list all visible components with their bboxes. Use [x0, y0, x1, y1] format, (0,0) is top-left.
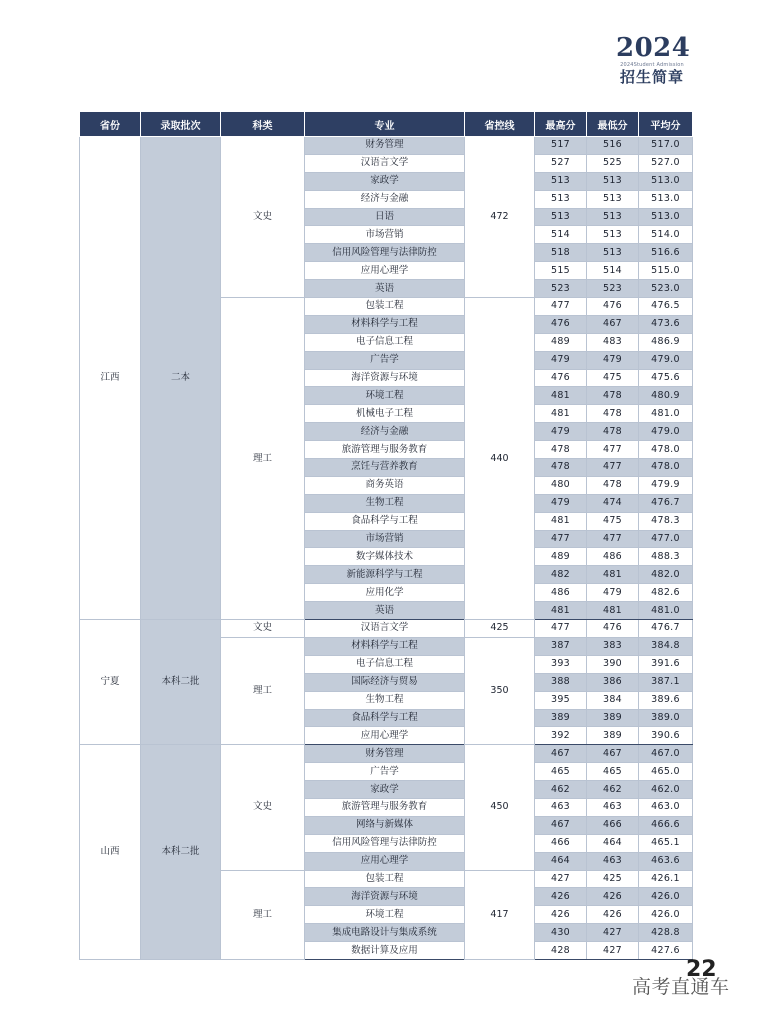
major-cell: 日语 [305, 208, 465, 226]
control-line-cell: 472 [465, 137, 535, 298]
min-score-cell: 513 [587, 208, 639, 226]
major-cell: 材料科学与工程 [305, 315, 465, 333]
batch-cell: 本科二批 [141, 745, 221, 960]
major-cell: 汉语言文学 [305, 154, 465, 172]
max-score-cell: 427 [535, 870, 587, 888]
min-score-cell: 477 [587, 530, 639, 548]
avg-score-cell: 426.0 [639, 906, 693, 924]
avg-score-cell: 387.1 [639, 673, 693, 691]
avg-score-cell: 515.0 [639, 262, 693, 280]
max-score-cell: 465 [535, 763, 587, 781]
major-cell: 旅游管理与服务教育 [305, 798, 465, 816]
header-min-score: 最低分 [587, 112, 639, 137]
major-cell: 汉语言文学 [305, 620, 465, 638]
avg-score-cell: 478.3 [639, 512, 693, 530]
major-cell: 数字媒体技术 [305, 548, 465, 566]
major-cell: 市场营销 [305, 226, 465, 244]
min-score-cell: 513 [587, 244, 639, 262]
avg-score-cell: 517.0 [639, 137, 693, 155]
major-cell: 经济与金融 [305, 190, 465, 208]
max-score-cell: 489 [535, 333, 587, 351]
avg-score-cell: 475.6 [639, 369, 693, 387]
max-score-cell: 527 [535, 154, 587, 172]
major-cell: 市场营销 [305, 530, 465, 548]
max-score-cell: 462 [535, 781, 587, 799]
header-major: 专业 [305, 112, 465, 137]
min-score-cell: 477 [587, 459, 639, 477]
province-cell: 宁夏 [80, 620, 141, 745]
min-score-cell: 425 [587, 870, 639, 888]
max-score-cell: 518 [535, 244, 587, 262]
major-cell: 广告学 [305, 763, 465, 781]
max-score-cell: 430 [535, 924, 587, 942]
min-score-cell: 474 [587, 494, 639, 512]
major-cell: 海洋资源与环境 [305, 369, 465, 387]
table-body [80, 137, 693, 960]
min-score-cell: 426 [587, 888, 639, 906]
max-score-cell: 514 [535, 226, 587, 244]
max-score-cell: 393 [535, 655, 587, 673]
max-score-cell: 515 [535, 262, 587, 280]
subject-cell: 文史 [221, 620, 305, 638]
min-score-cell: 513 [587, 172, 639, 190]
max-score-cell: 467 [535, 745, 587, 763]
avg-score-cell: 479.0 [639, 423, 693, 441]
major-cell: 应用心理学 [305, 727, 465, 745]
avg-score-cell: 384.8 [639, 637, 693, 655]
major-cell: 财务管理 [305, 745, 465, 763]
max-score-cell: 513 [535, 190, 587, 208]
min-score-cell: 479 [587, 351, 639, 369]
min-score-cell: 465 [587, 763, 639, 781]
max-score-cell: 428 [535, 942, 587, 960]
avg-score-cell: 479.0 [639, 351, 693, 369]
avg-score-cell: 478.0 [639, 441, 693, 459]
min-score-cell: 467 [587, 745, 639, 763]
avg-score-cell: 481.0 [639, 602, 693, 620]
min-score-cell: 389 [587, 727, 639, 745]
header-control-line: 省控线 [465, 112, 535, 137]
avg-score-cell: 480.9 [639, 387, 693, 405]
max-score-cell: 479 [535, 494, 587, 512]
min-score-cell: 477 [587, 441, 639, 459]
province-cell: 江西 [80, 137, 141, 620]
avg-score-cell: 527.0 [639, 154, 693, 172]
max-score-cell: 478 [535, 441, 587, 459]
max-score-cell: 477 [535, 620, 587, 638]
min-score-cell: 481 [587, 602, 639, 620]
max-score-cell: 426 [535, 888, 587, 906]
min-score-cell: 427 [587, 924, 639, 942]
avg-score-cell: 488.3 [639, 548, 693, 566]
avg-score-cell: 516.6 [639, 244, 693, 262]
min-score-cell: 463 [587, 798, 639, 816]
max-score-cell: 489 [535, 548, 587, 566]
max-score-cell: 477 [535, 298, 587, 316]
avg-score-cell: 486.9 [639, 333, 693, 351]
min-score-cell: 514 [587, 262, 639, 280]
header-avg-score: 平均分 [639, 112, 693, 137]
max-score-cell: 480 [535, 476, 587, 494]
max-score-cell: 476 [535, 369, 587, 387]
max-score-cell: 389 [535, 709, 587, 727]
max-score-cell: 477 [535, 530, 587, 548]
avg-score-cell: 479.9 [639, 476, 693, 494]
avg-score-cell: 463.0 [639, 798, 693, 816]
major-cell: 海洋资源与环境 [305, 888, 465, 906]
avg-score-cell: 513.0 [639, 190, 693, 208]
max-score-cell: 387 [535, 637, 587, 655]
major-cell: 应用心理学 [305, 262, 465, 280]
major-cell: 信用风险管理与法律防控 [305, 244, 465, 262]
major-cell: 广告学 [305, 351, 465, 369]
min-score-cell: 475 [587, 512, 639, 530]
avg-score-cell: 426.1 [639, 870, 693, 888]
major-cell: 新能源科学与工程 [305, 566, 465, 584]
max-score-cell: 464 [535, 852, 587, 870]
min-score-cell: 476 [587, 620, 639, 638]
major-cell: 财务管理 [305, 137, 465, 155]
table-row [80, 137, 693, 155]
min-score-cell: 478 [587, 387, 639, 405]
major-cell: 烹饪与营养教育 [305, 459, 465, 477]
min-score-cell: 462 [587, 781, 639, 799]
subject-cell: 理工 [221, 870, 305, 959]
avg-score-cell: 478.0 [639, 459, 693, 477]
avg-score-cell: 514.0 [639, 226, 693, 244]
min-score-cell: 386 [587, 673, 639, 691]
control-line-cell: 350 [465, 637, 535, 744]
major-cell: 材料科学与工程 [305, 637, 465, 655]
major-cell: 应用心理学 [305, 852, 465, 870]
watermark-text: 高考直通车 [632, 976, 730, 998]
max-score-cell: 426 [535, 906, 587, 924]
major-cell: 包装工程 [305, 870, 465, 888]
min-score-cell: 513 [587, 226, 639, 244]
subject-cell: 理工 [221, 637, 305, 744]
min-score-cell: 475 [587, 369, 639, 387]
avg-score-cell: 391.6 [639, 655, 693, 673]
logo-year: 2024 [616, 33, 691, 63]
major-cell: 电子信息工程 [305, 655, 465, 673]
major-cell: 应用化学 [305, 584, 465, 602]
major-cell: 英语 [305, 280, 465, 298]
min-score-cell: 384 [587, 691, 639, 709]
min-score-cell: 476 [587, 298, 639, 316]
max-score-cell: 523 [535, 280, 587, 298]
major-cell: 家政学 [305, 172, 465, 190]
avg-score-cell: 477.0 [639, 530, 693, 548]
min-score-cell: 390 [587, 655, 639, 673]
subject-cell: 理工 [221, 298, 305, 620]
min-score-cell: 525 [587, 154, 639, 172]
control-line-cell: 425 [465, 620, 535, 638]
avg-score-cell: 426.0 [639, 888, 693, 906]
min-score-cell: 513 [587, 190, 639, 208]
min-score-cell: 516 [587, 137, 639, 155]
major-cell: 生物工程 [305, 691, 465, 709]
max-score-cell: 481 [535, 387, 587, 405]
min-score-cell: 478 [587, 423, 639, 441]
major-cell: 机械电子工程 [305, 405, 465, 423]
logo-subtitle: 2024Student Admission [620, 62, 684, 68]
avg-score-cell: 513.0 [639, 172, 693, 190]
max-score-cell: 481 [535, 512, 587, 530]
header-province: 省份 [80, 112, 141, 137]
major-cell: 食品科学与工程 [305, 512, 465, 530]
major-cell: 旅游管理与服务教育 [305, 441, 465, 459]
batch-cell: 二本 [141, 137, 221, 620]
major-cell: 电子信息工程 [305, 333, 465, 351]
avg-score-cell: 481.0 [639, 405, 693, 423]
max-score-cell: 392 [535, 727, 587, 745]
max-score-cell: 513 [535, 172, 587, 190]
brochure-logo [616, 33, 691, 86]
major-cell: 生物工程 [305, 494, 465, 512]
control-line-cell: 450 [465, 745, 535, 870]
max-score-cell: 486 [535, 584, 587, 602]
max-score-cell: 467 [535, 816, 587, 834]
avg-score-cell: 463.6 [639, 852, 693, 870]
header-subject: 科类 [221, 112, 305, 137]
major-cell: 环境工程 [305, 906, 465, 924]
avg-score-cell: 467.0 [639, 745, 693, 763]
min-score-cell: 479 [587, 584, 639, 602]
max-score-cell: 481 [535, 602, 587, 620]
avg-score-cell: 473.6 [639, 315, 693, 333]
major-cell: 家政学 [305, 781, 465, 799]
max-score-cell: 482 [535, 566, 587, 584]
major-cell: 英语 [305, 602, 465, 620]
max-score-cell: 481 [535, 405, 587, 423]
avg-score-cell: 389.6 [639, 691, 693, 709]
avg-score-cell: 462.0 [639, 781, 693, 799]
major-cell: 信用风险管理与法律防控 [305, 834, 465, 852]
min-score-cell: 478 [587, 476, 639, 494]
table-row [80, 620, 693, 638]
major-cell: 食品科学与工程 [305, 709, 465, 727]
major-cell: 商务英语 [305, 476, 465, 494]
max-score-cell: 479 [535, 423, 587, 441]
control-line-cell: 440 [465, 298, 535, 620]
batch-cell: 本科二批 [141, 620, 221, 745]
major-cell: 经济与金融 [305, 423, 465, 441]
avg-score-cell: 476.7 [639, 494, 693, 512]
avg-score-cell: 482.6 [639, 584, 693, 602]
min-score-cell: 383 [587, 637, 639, 655]
major-cell: 环境工程 [305, 387, 465, 405]
max-score-cell: 478 [535, 459, 587, 477]
major-cell: 数据计算及应用 [305, 942, 465, 960]
avg-score-cell: 390.6 [639, 727, 693, 745]
min-score-cell: 463 [587, 852, 639, 870]
max-score-cell: 476 [535, 315, 587, 333]
subject-cell: 文史 [221, 137, 305, 298]
min-score-cell: 426 [587, 906, 639, 924]
major-cell: 包装工程 [305, 298, 465, 316]
avg-score-cell: 482.0 [639, 566, 693, 584]
min-score-cell: 464 [587, 834, 639, 852]
logo-title: 招生简章 [619, 68, 684, 86]
min-score-cell: 466 [587, 816, 639, 834]
avg-score-cell: 466.6 [639, 816, 693, 834]
province-cell: 山西 [80, 745, 141, 960]
avg-score-cell: 513.0 [639, 208, 693, 226]
min-score-cell: 481 [587, 566, 639, 584]
admission-score-table [79, 111, 693, 960]
avg-score-cell: 476.5 [639, 298, 693, 316]
min-score-cell: 486 [587, 548, 639, 566]
table-header-row [80, 112, 693, 137]
avg-score-cell: 428.8 [639, 924, 693, 942]
page-number: 22 [686, 957, 717, 982]
major-cell: 国际经济与贸易 [305, 673, 465, 691]
min-score-cell: 483 [587, 333, 639, 351]
max-score-cell: 466 [535, 834, 587, 852]
avg-score-cell: 465.0 [639, 763, 693, 781]
min-score-cell: 467 [587, 315, 639, 333]
avg-score-cell: 427.6 [639, 942, 693, 960]
major-cell: 集成电路设计与集成系统 [305, 924, 465, 942]
major-cell: 网络与新媒体 [305, 816, 465, 834]
max-score-cell: 395 [535, 691, 587, 709]
header-max-score: 最高分 [535, 112, 587, 137]
max-score-cell: 517 [535, 137, 587, 155]
max-score-cell: 479 [535, 351, 587, 369]
avg-score-cell: 389.0 [639, 709, 693, 727]
header-batch: 录取批次 [141, 112, 221, 137]
min-score-cell: 523 [587, 280, 639, 298]
control-line-cell: 417 [465, 870, 535, 959]
max-score-cell: 388 [535, 673, 587, 691]
subject-cell: 文史 [221, 745, 305, 870]
table-row [80, 745, 693, 763]
min-score-cell: 427 [587, 942, 639, 960]
max-score-cell: 513 [535, 208, 587, 226]
min-score-cell: 478 [587, 405, 639, 423]
avg-score-cell: 476.7 [639, 620, 693, 638]
avg-score-cell: 465.1 [639, 834, 693, 852]
avg-score-cell: 523.0 [639, 280, 693, 298]
max-score-cell: 463 [535, 798, 587, 816]
min-score-cell: 389 [587, 709, 639, 727]
